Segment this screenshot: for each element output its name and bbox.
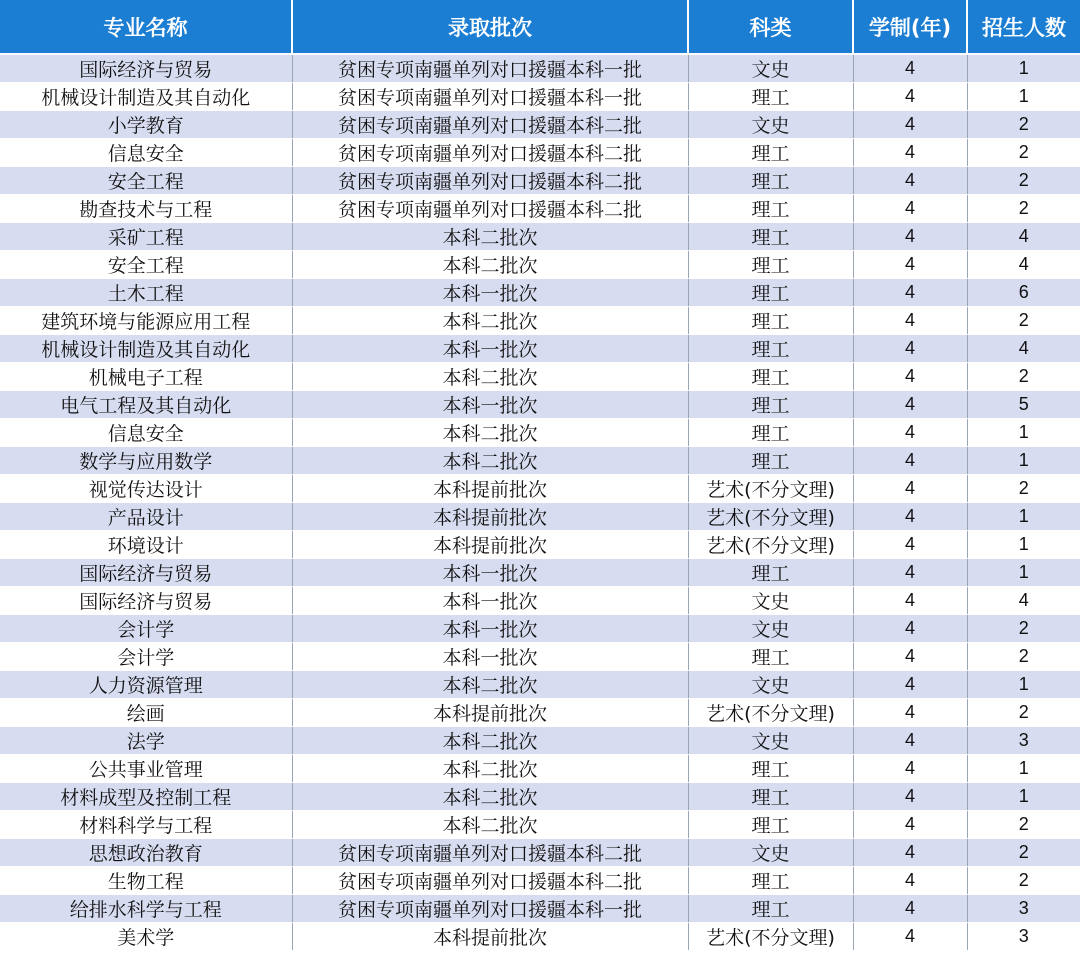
cell-years: 4	[853, 419, 967, 447]
cell-major: 法学	[0, 727, 292, 755]
cell-major: 信息安全	[0, 139, 292, 167]
cell-years: 4	[853, 223, 967, 251]
cell-count: 3	[967, 895, 1080, 923]
table-row	[0, 783, 1080, 811]
cell-years: 4	[853, 139, 967, 167]
cell-count: 1	[967, 447, 1080, 475]
header-row	[0, 0, 1080, 54]
cell-count: 1	[967, 671, 1080, 699]
cell-category: 艺术(不分文理)	[688, 531, 853, 559]
cell-category: 理工	[688, 307, 853, 335]
cell-count: 2	[967, 363, 1080, 391]
cell-major: 土木工程	[0, 279, 292, 307]
cell-major: 人力资源管理	[0, 671, 292, 699]
cell-batch: 贫困专项南疆单列对口援疆本科一批	[292, 54, 688, 83]
cell-batch: 本科二批次	[292, 671, 688, 699]
cell-batch: 本科提前批次	[292, 503, 688, 531]
table-row	[0, 419, 1080, 447]
cell-batch: 贫困专项南疆单列对口援疆本科二批	[292, 111, 688, 139]
cell-batch: 本科二批次	[292, 447, 688, 475]
table-row	[0, 475, 1080, 503]
table-row	[0, 307, 1080, 335]
table-row	[0, 923, 1080, 951]
cell-count: 4	[967, 335, 1080, 363]
cell-years: 4	[853, 559, 967, 587]
cell-major: 美术学	[0, 923, 292, 951]
cell-years: 4	[853, 475, 967, 503]
table-row	[0, 251, 1080, 279]
cell-years: 4	[853, 867, 967, 895]
cell-count: 2	[967, 811, 1080, 839]
table-row	[0, 671, 1080, 699]
cell-count: 2	[967, 867, 1080, 895]
cell-category: 理工	[688, 223, 853, 251]
cell-years: 4	[853, 895, 967, 923]
cell-batch: 贫困专项南疆单列对口援疆本科二批	[292, 839, 688, 867]
table-row	[0, 699, 1080, 727]
cell-category: 理工	[688, 167, 853, 195]
cell-major: 会计学	[0, 615, 292, 643]
cell-batch: 本科二批次	[292, 727, 688, 755]
table-body	[0, 54, 1080, 951]
cell-major: 绘画	[0, 699, 292, 727]
table-row	[0, 139, 1080, 167]
cell-years: 4	[853, 391, 967, 419]
cell-major: 产品设计	[0, 503, 292, 531]
table-row	[0, 727, 1080, 755]
cell-count: 2	[967, 195, 1080, 223]
cell-years: 4	[853, 923, 967, 951]
cell-batch: 贫困专项南疆单列对口援疆本科二批	[292, 167, 688, 195]
cell-count: 2	[967, 615, 1080, 643]
cell-category: 理工	[688, 139, 853, 167]
cell-count: 1	[967, 83, 1080, 111]
cell-count: 1	[967, 559, 1080, 587]
cell-count: 4	[967, 223, 1080, 251]
cell-major: 公共事业管理	[0, 755, 292, 783]
cell-count: 3	[967, 923, 1080, 951]
cell-batch: 本科一批次	[292, 587, 688, 615]
cell-category: 理工	[688, 447, 853, 475]
cell-major: 建筑环境与能源应用工程	[0, 307, 292, 335]
cell-category: 理工	[688, 867, 853, 895]
cell-batch: 本科二批次	[292, 755, 688, 783]
cell-count: 4	[967, 251, 1080, 279]
table-row	[0, 83, 1080, 111]
cell-count: 5	[967, 391, 1080, 419]
cell-batch: 本科二批次	[292, 307, 688, 335]
cell-count: 3	[967, 727, 1080, 755]
cell-category: 理工	[688, 335, 853, 363]
cell-category: 艺术(不分文理)	[688, 503, 853, 531]
cell-count: 2	[967, 643, 1080, 671]
cell-count: 4	[967, 587, 1080, 615]
cell-category: 文史	[688, 111, 853, 139]
cell-major: 数学与应用数学	[0, 447, 292, 475]
cell-major: 机械设计制造及其自动化	[0, 335, 292, 363]
cell-major: 给排水科学与工程	[0, 895, 292, 923]
cell-batch: 本科二批次	[292, 419, 688, 447]
cell-years: 4	[853, 447, 967, 475]
cell-years: 4	[853, 54, 967, 83]
cell-batch: 本科二批次	[292, 251, 688, 279]
cell-batch: 本科一批次	[292, 335, 688, 363]
cell-batch: 本科一批次	[292, 279, 688, 307]
table-row	[0, 895, 1080, 923]
cell-major: 材料成型及控制工程	[0, 783, 292, 811]
cell-major: 会计学	[0, 643, 292, 671]
cell-category: 理工	[688, 195, 853, 223]
cell-count: 1	[967, 755, 1080, 783]
cell-years: 4	[853, 587, 967, 615]
table-row	[0, 391, 1080, 419]
cell-batch: 本科一批次	[292, 391, 688, 419]
cell-batch: 本科一批次	[292, 643, 688, 671]
table-row	[0, 335, 1080, 363]
cell-count: 6	[967, 279, 1080, 307]
table-row	[0, 839, 1080, 867]
cell-category: 理工	[688, 643, 853, 671]
cell-major: 生物工程	[0, 867, 292, 895]
table-row	[0, 811, 1080, 839]
table-row	[0, 587, 1080, 615]
cell-years: 4	[853, 531, 967, 559]
cell-category: 文史	[688, 727, 853, 755]
cell-batch: 贫困专项南疆单列对口援疆本科一批	[292, 83, 688, 111]
cell-years: 4	[853, 251, 967, 279]
table-row	[0, 111, 1080, 139]
cell-count: 1	[967, 783, 1080, 811]
cell-major: 思想政治教育	[0, 839, 292, 867]
cell-major: 勘查技术与工程	[0, 195, 292, 223]
table-row	[0, 531, 1080, 559]
cell-years: 4	[853, 755, 967, 783]
cell-category: 文史	[688, 587, 853, 615]
table-row	[0, 195, 1080, 223]
cell-count: 2	[967, 139, 1080, 167]
table-row	[0, 54, 1080, 83]
cell-years: 4	[853, 671, 967, 699]
cell-years: 4	[853, 83, 967, 111]
cell-category: 理工	[688, 419, 853, 447]
cell-category: 理工	[688, 363, 853, 391]
cell-batch: 本科二批次	[292, 223, 688, 251]
cell-batch: 贫困专项南疆单列对口援疆本科二批	[292, 139, 688, 167]
cell-batch: 本科二批次	[292, 783, 688, 811]
cell-category: 理工	[688, 755, 853, 783]
header-category: 科类	[688, 0, 853, 54]
cell-batch: 本科提前批次	[292, 531, 688, 559]
cell-batch: 本科一批次	[292, 615, 688, 643]
cell-batch: 本科二批次	[292, 363, 688, 391]
cell-years: 4	[853, 643, 967, 671]
cell-category: 理工	[688, 811, 853, 839]
cell-major: 环境设计	[0, 531, 292, 559]
cell-count: 1	[967, 531, 1080, 559]
cell-major: 电气工程及其自动化	[0, 391, 292, 419]
cell-count: 1	[967, 503, 1080, 531]
cell-category: 理工	[688, 391, 853, 419]
cell-batch: 本科二批次	[292, 811, 688, 839]
cell-major: 国际经济与贸易	[0, 54, 292, 83]
table-row	[0, 867, 1080, 895]
cell-years: 4	[853, 167, 967, 195]
table-row	[0, 643, 1080, 671]
header-count: 招生人数	[967, 0, 1080, 54]
cell-category: 理工	[688, 251, 853, 279]
cell-count: 2	[967, 699, 1080, 727]
cell-major: 机械设计制造及其自动化	[0, 83, 292, 111]
cell-count: 1	[967, 54, 1080, 83]
cell-years: 4	[853, 811, 967, 839]
cell-years: 4	[853, 111, 967, 139]
cell-batch: 贫困专项南疆单列对口援疆本科二批	[292, 195, 688, 223]
cell-major: 材料科学与工程	[0, 811, 292, 839]
cell-category: 艺术(不分文理)	[688, 699, 853, 727]
cell-count: 2	[967, 839, 1080, 867]
table-row	[0, 447, 1080, 475]
cell-years: 4	[853, 335, 967, 363]
cell-batch: 本科提前批次	[292, 923, 688, 951]
cell-batch: 本科一批次	[292, 559, 688, 587]
cell-major: 采矿工程	[0, 223, 292, 251]
cell-batch: 本科提前批次	[292, 699, 688, 727]
cell-count: 1	[967, 419, 1080, 447]
table-row	[0, 503, 1080, 531]
cell-category: 理工	[688, 279, 853, 307]
table-row	[0, 615, 1080, 643]
header-batch: 录取批次	[292, 0, 688, 54]
cell-category: 艺术(不分文理)	[688, 923, 853, 951]
table-row	[0, 363, 1080, 391]
table-row	[0, 279, 1080, 307]
table-header	[0, 0, 1080, 54]
cell-batch: 本科提前批次	[292, 475, 688, 503]
cell-major: 小学教育	[0, 111, 292, 139]
cell-category: 理工	[688, 895, 853, 923]
cell-category: 文史	[688, 54, 853, 83]
cell-major: 信息安全	[0, 419, 292, 447]
cell-major: 机械电子工程	[0, 363, 292, 391]
cell-count: 2	[967, 167, 1080, 195]
cell-years: 4	[853, 503, 967, 531]
cell-major: 安全工程	[0, 167, 292, 195]
header-major: 专业名称	[0, 0, 292, 54]
table-row	[0, 167, 1080, 195]
cell-category: 艺术(不分文理)	[688, 475, 853, 503]
cell-count: 2	[967, 475, 1080, 503]
table-row	[0, 223, 1080, 251]
cell-batch: 贫困专项南疆单列对口援疆本科二批	[292, 867, 688, 895]
cell-years: 4	[853, 839, 967, 867]
cell-category: 文史	[688, 615, 853, 643]
cell-years: 4	[853, 783, 967, 811]
table-row	[0, 755, 1080, 783]
cell-years: 4	[853, 363, 967, 391]
cell-years: 4	[853, 279, 967, 307]
cell-category: 理工	[688, 83, 853, 111]
cell-batch: 贫困专项南疆单列对口援疆本科一批	[292, 895, 688, 923]
table-row	[0, 559, 1080, 587]
cell-years: 4	[853, 727, 967, 755]
cell-category: 理工	[688, 559, 853, 587]
cell-years: 4	[853, 699, 967, 727]
header-years: 学制(年)	[853, 0, 967, 54]
cell-category: 理工	[688, 783, 853, 811]
cell-years: 4	[853, 615, 967, 643]
cell-years: 4	[853, 195, 967, 223]
cell-major: 国际经济与贸易	[0, 559, 292, 587]
cell-count: 2	[967, 111, 1080, 139]
cell-major: 国际经济与贸易	[0, 587, 292, 615]
cell-years: 4	[853, 307, 967, 335]
cell-count: 2	[967, 307, 1080, 335]
cell-category: 文史	[688, 839, 853, 867]
cell-major: 安全工程	[0, 251, 292, 279]
cell-major: 视觉传达设计	[0, 475, 292, 503]
cell-category: 文史	[688, 671, 853, 699]
